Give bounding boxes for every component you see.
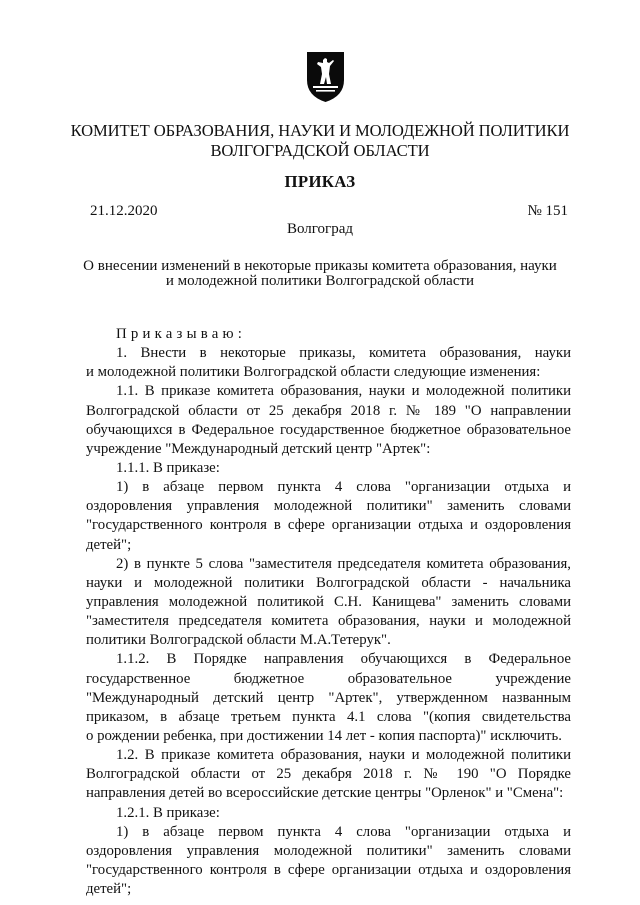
- body-line: управления молодежной политикой С.Н. Канищева" заменить словами: [86, 593, 571, 610]
- body-line: направления детей во всероссийские детские центры "Орленок" и "Смена":: [86, 785, 564, 802]
- subject-line-2: и молодежной политики Волгоградской области: [165, 273, 475, 289]
- body-line: государственное бюджетное образовательное учреждение: [86, 670, 571, 687]
- body-line: и молодежной политики Волгоградской области следующие изменения:: [86, 364, 541, 381]
- body-line: детей";: [86, 536, 132, 553]
- body-line: "Международный детский центр "Артек", утвержденном названным: [86, 689, 571, 706]
- body-line: оздоровления управления молодежной политики" заменить словами: [86, 842, 571, 859]
- body-line: 1.1.2. В Порядке направления обучающихся в Федеральное: [116, 651, 571, 668]
- document-body: [86, 325, 571, 899]
- org-line-1: КОМИТЕТ ОБРАЗОВАНИЯ, НАУКИ И МОЛОДЕЖНОЙ ПОЛИТИКИ: [70, 121, 570, 140]
- body-line: Приказываю:: [116, 326, 247, 342]
- body-line: 1.2.1. В приказе:: [116, 804, 220, 821]
- body-line: "государственного контроля в сфере организации отдыха и оздоровления: [86, 861, 571, 878]
- body-line: 1.1. В приказе комитета образования, науки и молодежной политики: [116, 383, 571, 400]
- body-line: 1) в абзаце первом пункта 4 слова "организации отдыха и: [116, 479, 571, 496]
- coat-of-arms-emblem: [305, 50, 346, 104]
- document-date: 21.12.2020: [90, 203, 158, 219]
- body-line: оздоровления управления молодежной политики" заменить словами: [86, 498, 571, 515]
- body-line: 1) в абзаце первом пункта 4 слова "организации отдыха и: [116, 823, 571, 840]
- body-line: 1.2. В приказе комитета образования, науки и молодежной политики: [116, 747, 571, 764]
- body-line: приказом, в абзаце третьем пункта 4.1 слова "(копия свидетельства: [86, 708, 571, 725]
- document-number: № 151: [527, 203, 568, 219]
- document-city: Волгоград: [286, 221, 353, 237]
- org-line-2: ВОЛГОГРАДСКОЙ ОБЛАСТИ: [210, 141, 430, 160]
- body-line: Волгоградской области от 25 декабря 2018 г. № 190 "О Порядке: [86, 766, 571, 783]
- document-subject: [60, 259, 580, 289]
- body-line: обучающихся в Федеральное государственное бюджетное образовательное: [86, 421, 571, 438]
- body-line: Волгоградской области от 25 декабря 2018 г. № 189 "О направлении: [86, 402, 571, 419]
- body-line: политики Волгоградской области М.А.Тетерук".: [86, 632, 391, 649]
- body-line: "заместителя председателя комитета образования, науки и молодежной: [86, 613, 571, 630]
- body-line: учреждение "Международный детский центр "Артек":: [86, 440, 431, 457]
- body-line: 1.1.1. В приказе:: [116, 459, 220, 476]
- body-line: "государственного контроля в сфере организации отдыха и оздоровления: [86, 517, 571, 534]
- body-line: науки и молодежной политики Волгоградской области - начальника: [86, 574, 571, 591]
- subject-line-1: О внесении изменений в некоторые приказы комитета образования, науки: [83, 258, 557, 274]
- organization-name: [40, 121, 600, 161]
- body-line: детей";: [86, 881, 132, 898]
- body-line: 2) в пункте 5 слова "заместителя председателя комитета образования,: [116, 555, 571, 572]
- body-line: 1. Внести в некоторые приказы, комитета образования, науки: [116, 345, 571, 362]
- document-type: ПРИКАЗ: [284, 172, 356, 191]
- body-line: о рождении ребенка, при достижении 14 лет - копия паспорта)" исключить.: [86, 727, 562, 744]
